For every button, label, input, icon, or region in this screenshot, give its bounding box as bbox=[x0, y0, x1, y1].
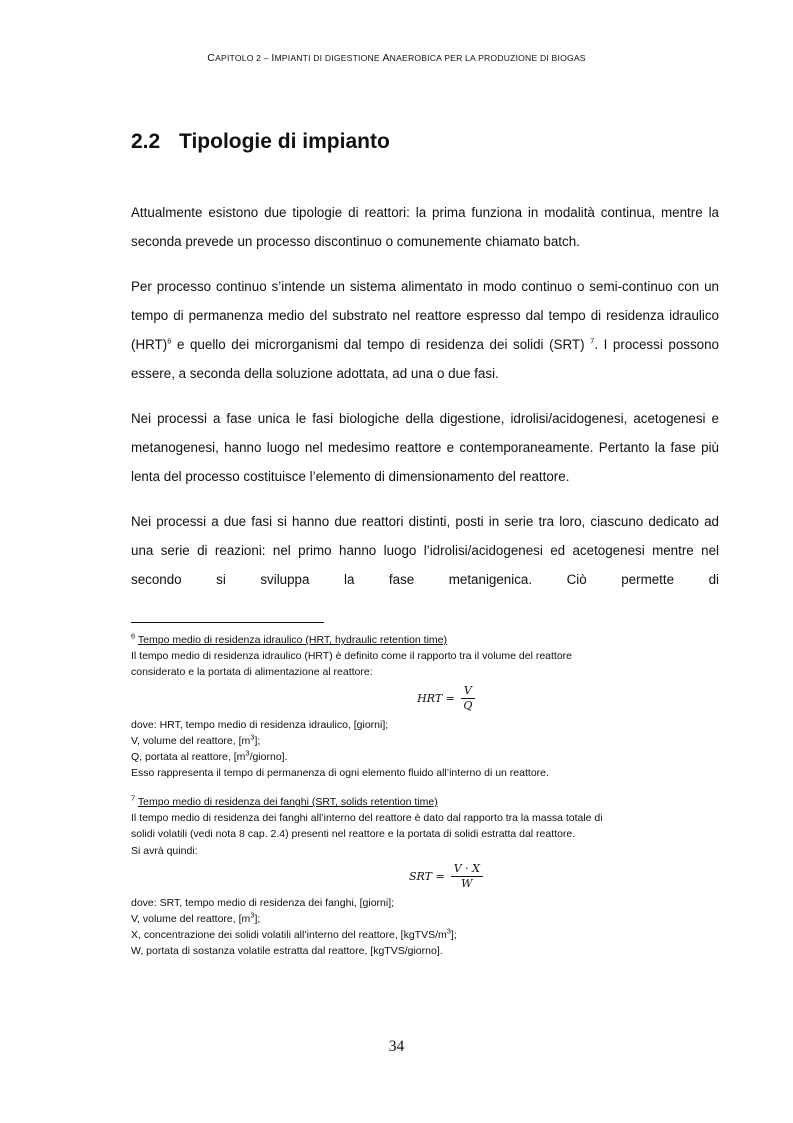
paragraph-2 bbox=[131, 272, 719, 389]
footnote-text: /giorno]. bbox=[249, 751, 288, 764]
running-head-initial: C bbox=[207, 52, 216, 64]
paragraph-2-text: Per processo continuo s’intende un sistema alimentato in modo continuo o semi-continuo con un tempo di permanenza medio del substrato nel reattore espresso dal tempo di residenza idraulico (HRT) bbox=[131, 278, 719, 353]
paragraph-1: Attualmente esistono due tipologie di reattori: la prima funziona in modalità continua, mentre la seconda prevede un processo discontinuo o comunemente chiamato batch. bbox=[131, 205, 719, 250]
footnote-line bbox=[131, 733, 721, 749]
superscript: 3 bbox=[250, 910, 255, 920]
section-title: Tipologie di impianto bbox=[179, 130, 390, 153]
paragraph-2-text: e quello dei microrganismi dal tempo di residenza dei solidi (SRT) bbox=[171, 337, 591, 353]
section-number: 2.2 bbox=[131, 130, 161, 153]
footnote-line bbox=[131, 927, 721, 943]
superscript: 3 bbox=[250, 732, 255, 742]
footnote-line: considerato e la portata di alimentazione al reattore: bbox=[131, 666, 373, 679]
footnote-text: ]; bbox=[450, 929, 457, 942]
formula-denominator: Q bbox=[463, 699, 473, 713]
formula-lhs: SRT = bbox=[409, 869, 445, 883]
footnote-text: X, concentrazione dei solidi volatili all’interno del reattore, [kgTVS/m bbox=[131, 929, 447, 942]
hrt-formula bbox=[131, 681, 721, 717]
footnote-ref-7: 7 bbox=[590, 336, 595, 346]
footnote-6 bbox=[131, 632, 721, 781]
footnote-line: Il tempo medio di residenza dei fanghi all’interno del reattore è dato dal rapporto tra la massa totale di bbox=[131, 812, 603, 825]
footnote-text: V, volume del reattore, [m bbox=[131, 734, 251, 747]
footnote-line: Si avrà quindi: bbox=[131, 844, 198, 857]
formula-numerator: V · X bbox=[451, 862, 483, 877]
footnote-marker: 6 bbox=[131, 631, 136, 641]
footnote-line bbox=[131, 749, 721, 765]
footnote-text: ]; bbox=[254, 734, 261, 747]
formula-denominator: W bbox=[461, 877, 473, 891]
formula-numerator: V bbox=[461, 684, 475, 699]
footnote-text: ]; bbox=[254, 913, 261, 926]
running-head bbox=[0, 52, 793, 64]
footnote-line: dove: SRT, tempo medio di residenza dei fanghi, [giorni]; bbox=[131, 896, 395, 909]
footnote-text: Q, portata al reattore, [m bbox=[131, 751, 246, 764]
running-head-text: NAEROBICA PER LA PRODUZIONE DI BIOGAS bbox=[389, 53, 586, 63]
paragraph-3: Nei processi a fase unica le fasi biologiche della digestione, idrolisi/acidogenesi, acetogenesi e metanogenesi, hanno luogo nel medesimo reattore e contemporaneamente. Pertanto la fase più lenta del processo costituisce l’elemento di dimensionamento del reattore. bbox=[131, 410, 719, 485]
section-heading bbox=[131, 130, 390, 154]
body-text bbox=[131, 198, 719, 610]
footnote-marker: 7 bbox=[131, 793, 136, 803]
superscript: 3 bbox=[446, 926, 451, 936]
footnote-ref-6: 6 bbox=[167, 336, 172, 346]
formula-lhs: HRT = bbox=[417, 691, 455, 705]
footnote-title: Tempo medio di residenza idraulico (HRT, hydraulic retention time) bbox=[137, 634, 448, 646]
footnote-line: solidi volatili (vedi nota 8 cap. 2.4) presenti nel reattore e la portata di solidi estratta dal reattore. bbox=[131, 828, 576, 841]
footnote-line: Esso rappresenta il tempo di permanenza di ogni elemento fluido all’interno di un reattore. bbox=[131, 767, 549, 780]
footnote-7 bbox=[131, 794, 721, 960]
running-head-initial: I bbox=[271, 52, 275, 64]
footnote-text: V, volume del reattore, [m bbox=[131, 913, 251, 926]
paragraph-4: Nei processi a due fasi si hanno due reattori distinti, posti in serie tra loro, ciascuno dedicato ad una serie di reazioni: nel primo hanno luogo l’idrolisi/acidogenesi ed acetogenesi mentre nel secondo si sviluppa la fase metanigenica. Ciò permette di bbox=[131, 513, 719, 588]
formula-fraction bbox=[451, 862, 483, 891]
running-head-text: MPIANTI DI DIGESTIONE bbox=[274, 53, 383, 63]
srt-formula bbox=[131, 859, 721, 895]
paragraph-2-text: . I processi possono essere, a seconda della soluzione adottata, ad una o due fasi. bbox=[131, 337, 719, 382]
footnote-line: Il tempo medio di residenza idraulico (HRT) è definito come il rapporto tra il volume del reattore bbox=[131, 650, 573, 663]
superscript: 3 bbox=[245, 748, 250, 758]
running-head-text: APITOLO 2 – bbox=[215, 53, 272, 63]
formula-fraction bbox=[461, 684, 475, 713]
footnote-line: W, portata di sostanza volatile estratta dal reattore, [kgTVS/giorno]. bbox=[131, 945, 443, 958]
page-number: 34 bbox=[388, 1038, 405, 1055]
footnote-line bbox=[131, 911, 721, 927]
footnote-line: dove: HRT, tempo medio di residenza idraulico, [giorni]; bbox=[131, 718, 389, 731]
footnote-separator bbox=[131, 622, 324, 623]
footnote-title: Tempo medio di residenza dei fanghi (SRT, solids retention time) bbox=[137, 796, 438, 808]
running-head-initial: A bbox=[382, 52, 390, 64]
